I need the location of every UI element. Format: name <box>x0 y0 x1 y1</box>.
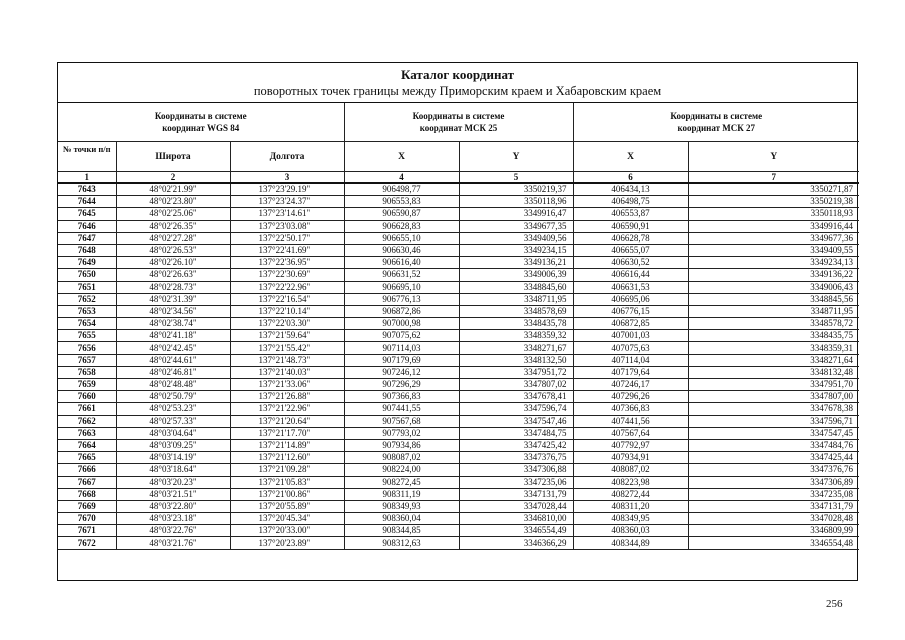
column-number: 4 <box>344 172 459 184</box>
cell-x-msk25: 907934,86 <box>344 439 459 451</box>
cell-x-msk27: 408272,44 <box>573 488 688 500</box>
cell-point-number: 7658 <box>58 366 116 378</box>
cell-latitude: 48°03'22.80" <box>116 500 230 512</box>
table-row <box>58 391 859 403</box>
cell-x-msk27: 407001,03 <box>573 330 688 342</box>
cell-x-msk25: 906616,40 <box>344 257 459 269</box>
cell-point-number: 7650 <box>58 269 116 281</box>
table-row <box>58 183 859 196</box>
cell-y-msk27: 3350219,38 <box>688 196 859 208</box>
cell-x-msk27: 406628,78 <box>573 232 688 244</box>
cell-longitude: 137°22'03.30" <box>230 318 344 330</box>
cell-point-number: 7654 <box>58 318 116 330</box>
table-row <box>58 354 859 366</box>
cell-x-msk25: 908224,00 <box>344 464 459 476</box>
cell-y-msk27: 3349677,36 <box>688 232 859 244</box>
cell-y-msk25: 3350219,37 <box>459 183 573 196</box>
cell-x-msk27: 407934,91 <box>573 452 688 464</box>
cell-longitude: 137°21'00.86" <box>230 488 344 500</box>
cell-y-msk25: 3348845,60 <box>459 281 573 293</box>
cell-point-number: 7666 <box>58 464 116 476</box>
cell-x-msk25: 907296,29 <box>344 379 459 391</box>
table-row <box>58 342 859 354</box>
table-row <box>58 330 859 342</box>
cell-longitude: 137°20'23.89" <box>230 537 344 549</box>
cell-y-msk25: 3349006,39 <box>459 269 573 281</box>
cell-x-msk27: 408360,03 <box>573 525 688 537</box>
cell-x-msk25: 906872,86 <box>344 305 459 317</box>
cell-y-msk25: 3349677,35 <box>459 220 573 232</box>
cell-latitude: 48°03'21.51" <box>116 488 230 500</box>
cell-y-msk27: 3349916,44 <box>688 220 859 232</box>
cell-x-msk27: 407792,97 <box>573 439 688 451</box>
cell-x-msk27: 406616,44 <box>573 269 688 281</box>
cell-longitude: 137°22'41.69" <box>230 244 344 256</box>
cell-point-number: 7647 <box>58 232 116 244</box>
cell-x-msk25: 906776,13 <box>344 293 459 305</box>
cell-longitude: 137°20'55.89" <box>230 500 344 512</box>
cell-x-msk25: 907000,98 <box>344 318 459 330</box>
cell-y-msk25: 3349234,15 <box>459 244 573 256</box>
cell-latitude: 48°02'26.35" <box>116 220 230 232</box>
header-longitude: Долгота <box>230 142 344 172</box>
cell-y-msk25: 3349136,21 <box>459 257 573 269</box>
cell-x-msk27: 407296,26 <box>573 391 688 403</box>
cell-longitude: 137°22'30.69" <box>230 269 344 281</box>
cell-y-msk27: 3348132,48 <box>688 366 859 378</box>
table-row <box>58 415 859 427</box>
cell-point-number: 7667 <box>58 476 116 488</box>
cell-y-msk25: 3348711,95 <box>459 293 573 305</box>
table-row <box>58 427 859 439</box>
title-block <box>58 63 857 103</box>
cell-x-msk25: 907567,68 <box>344 415 459 427</box>
cell-y-msk27: 3348578,72 <box>688 318 859 330</box>
cell-point-number: 7670 <box>58 513 116 525</box>
cell-latitude: 48°02'26.63" <box>116 269 230 281</box>
cell-x-msk25: 907114,03 <box>344 342 459 354</box>
cell-point-number: 7664 <box>58 439 116 451</box>
table-row <box>58 452 859 464</box>
cell-x-msk27: 407246,17 <box>573 379 688 391</box>
cell-longitude: 137°22'22.96" <box>230 281 344 293</box>
cell-x-msk27: 406434,13 <box>573 183 688 196</box>
cell-latitude: 48°02'57.33" <box>116 415 230 427</box>
cell-y-msk27: 3349234,13 <box>688 257 859 269</box>
cell-y-msk25: 3348435,78 <box>459 318 573 330</box>
cell-x-msk27: 406776,15 <box>573 305 688 317</box>
cell-x-msk25: 906655,10 <box>344 232 459 244</box>
table-row <box>58 257 859 269</box>
cell-point-number: 7646 <box>58 220 116 232</box>
table-row <box>58 208 859 220</box>
cell-y-msk25: 3348132,50 <box>459 354 573 366</box>
cell-y-msk27: 3349409,55 <box>688 244 859 256</box>
table-row <box>58 537 859 549</box>
table-row <box>58 196 859 208</box>
cell-x-msk25: 907793,02 <box>344 427 459 439</box>
cell-y-msk25: 3347376,75 <box>459 452 573 464</box>
cell-x-msk27: 408344,89 <box>573 537 688 549</box>
table-row <box>58 366 859 378</box>
document-subtitle: поворотных точек границы между Приморским краем и Хабаровским краем <box>253 84 662 98</box>
cell-y-msk27: 3347547,45 <box>688 427 859 439</box>
cell-x-msk25: 907246,12 <box>344 366 459 378</box>
cell-latitude: 48°02'21.99" <box>116 183 230 196</box>
cell-latitude: 48°02'38.74" <box>116 318 230 330</box>
cell-point-number: 7662 <box>58 415 116 427</box>
cell-point-number: 7657 <box>58 354 116 366</box>
cell-y-msk25: 3347425,42 <box>459 439 573 451</box>
cell-longitude: 137°21'48.73" <box>230 354 344 366</box>
cell-latitude: 48°02'26.53" <box>116 244 230 256</box>
cell-point-number: 7645 <box>58 208 116 220</box>
cell-longitude: 137°21'20.64" <box>230 415 344 427</box>
cell-latitude: 48°02'27.28" <box>116 232 230 244</box>
table-row <box>58 293 859 305</box>
cell-x-msk25: 906590,87 <box>344 208 459 220</box>
cell-latitude: 48°03'21.76" <box>116 537 230 549</box>
cell-y-msk25: 3347807,02 <box>459 379 573 391</box>
table-row <box>58 244 859 256</box>
cell-x-msk25: 908272,45 <box>344 476 459 488</box>
cell-latitude: 48°02'42.45" <box>116 342 230 354</box>
cell-longitude: 137°20'33.00" <box>230 525 344 537</box>
coordinates-table <box>58 103 859 550</box>
column-number: 6 <box>573 172 688 184</box>
cell-point-number: 7651 <box>58 281 116 293</box>
cell-latitude: 48°03'18.64" <box>116 464 230 476</box>
cell-point-number: 7672 <box>58 537 116 549</box>
cell-point-number: 7652 <box>58 293 116 305</box>
cell-y-msk27: 3347951,70 <box>688 379 859 391</box>
cell-y-msk27: 3347028,48 <box>688 513 859 525</box>
cell-y-msk27: 3347678,38 <box>688 403 859 415</box>
cell-y-msk27: 3348845,56 <box>688 293 859 305</box>
table-row <box>58 488 859 500</box>
cell-x-msk25: 908360,04 <box>344 513 459 525</box>
table-row <box>58 464 859 476</box>
header-y-msk27: Y <box>688 142 859 172</box>
cell-longitude: 137°22'16.54" <box>230 293 344 305</box>
cell-longitude: 137°21'14.89" <box>230 439 344 451</box>
cell-longitude: 137°21'22.96" <box>230 403 344 415</box>
cell-y-msk27: 3348271,64 <box>688 354 859 366</box>
cell-latitude: 48°02'44.61" <box>116 354 230 366</box>
cell-x-msk27: 406630,52 <box>573 257 688 269</box>
cell-y-msk27: 3349006,43 <box>688 281 859 293</box>
cell-y-msk25: 3347951,72 <box>459 366 573 378</box>
table-row <box>58 281 859 293</box>
column-header-row <box>58 142 859 172</box>
cell-x-msk27: 408087,02 <box>573 464 688 476</box>
header-y-msk25: Y <box>459 142 573 172</box>
table-row <box>58 305 859 317</box>
cell-y-msk25: 3347678,41 <box>459 391 573 403</box>
cell-y-msk25: 3346554,49 <box>459 525 573 537</box>
cell-latitude: 48°02'50.79" <box>116 391 230 403</box>
cell-y-msk27: 3348711,95 <box>688 305 859 317</box>
cell-point-number: 7661 <box>58 403 116 415</box>
cell-x-msk27: 407366,83 <box>573 403 688 415</box>
column-number-row <box>58 172 859 184</box>
cell-y-msk25: 3349916,47 <box>459 208 573 220</box>
cell-y-msk25: 3349409,56 <box>459 232 573 244</box>
cell-latitude: 48°02'34.56" <box>116 305 230 317</box>
cell-longitude: 137°21'17.70" <box>230 427 344 439</box>
cell-latitude: 48°02'41.18" <box>116 330 230 342</box>
group-header-msk27: Координаты в системе координат МСК 27 <box>573 103 859 142</box>
cell-y-msk25: 3347547,46 <box>459 415 573 427</box>
cell-x-msk27: 407441,56 <box>573 415 688 427</box>
cell-y-msk25: 3347131,79 <box>459 488 573 500</box>
cell-longitude: 137°23'29.19" <box>230 183 344 196</box>
cell-x-msk27: 408311,20 <box>573 500 688 512</box>
cell-x-msk25: 908087,02 <box>344 452 459 464</box>
cell-x-msk25: 906695,10 <box>344 281 459 293</box>
cell-y-msk27: 3347131,79 <box>688 500 859 512</box>
cell-y-msk25: 3347596,74 <box>459 403 573 415</box>
cell-x-msk27: 406498,75 <box>573 196 688 208</box>
cell-point-number: 7648 <box>58 244 116 256</box>
cell-point-number: 7656 <box>58 342 116 354</box>
coordinates-table-body <box>58 183 859 549</box>
cell-point-number: 7659 <box>58 379 116 391</box>
group-header-row <box>58 103 859 142</box>
header-point-number: № точки п/п <box>58 142 116 172</box>
cell-point-number: 7643 <box>58 183 116 196</box>
cell-latitude: 48°02'25.06" <box>116 208 230 220</box>
cell-y-msk27: 3347425,44 <box>688 452 859 464</box>
header-x-msk27: X <box>573 142 688 172</box>
table-row <box>58 232 859 244</box>
cell-y-msk27: 3346809,99 <box>688 525 859 537</box>
cell-y-msk27: 3348359,31 <box>688 342 859 354</box>
cell-latitude: 48°02'26.10" <box>116 257 230 269</box>
cell-y-msk25: 3350118,96 <box>459 196 573 208</box>
cell-longitude: 137°21'05.83" <box>230 476 344 488</box>
cell-x-msk25: 906553,83 <box>344 196 459 208</box>
cell-point-number: 7668 <box>58 488 116 500</box>
cell-x-msk27: 407075,63 <box>573 342 688 354</box>
cell-x-msk27: 406695,06 <box>573 293 688 305</box>
cell-longitude: 137°21'26.88" <box>230 391 344 403</box>
cell-y-msk27: 3347484,76 <box>688 439 859 451</box>
page-number: 256 <box>826 598 843 610</box>
cell-x-msk27: 406590,91 <box>573 220 688 232</box>
cell-x-msk25: 906628,83 <box>344 220 459 232</box>
cell-x-msk27: 407179,64 <box>573 366 688 378</box>
cell-longitude: 137°21'40.03" <box>230 366 344 378</box>
cell-latitude: 48°02'46.81" <box>116 366 230 378</box>
cell-longitude: 137°20'45.34" <box>230 513 344 525</box>
cell-point-number: 7644 <box>58 196 116 208</box>
column-number: 5 <box>459 172 573 184</box>
cell-longitude: 137°23'14.61" <box>230 208 344 220</box>
cell-y-msk27: 3349136,22 <box>688 269 859 281</box>
group-header-msk25: Координаты в системе координат МСК 25 <box>344 103 573 142</box>
table-row <box>58 476 859 488</box>
cell-latitude: 48°02'48.48" <box>116 379 230 391</box>
header-x-msk25: X <box>344 142 459 172</box>
cell-latitude: 48°02'23.80" <box>116 196 230 208</box>
cell-longitude: 137°23'24.37" <box>230 196 344 208</box>
cell-y-msk25: 3348359,32 <box>459 330 573 342</box>
cell-latitude: 48°03'14.19" <box>116 452 230 464</box>
column-number: 3 <box>230 172 344 184</box>
cell-longitude: 137°22'36.95" <box>230 257 344 269</box>
cell-y-msk25: 3348578,69 <box>459 305 573 317</box>
cell-y-msk25: 3347028,44 <box>459 500 573 512</box>
cell-latitude: 48°03'09.25" <box>116 439 230 451</box>
table-row <box>58 318 859 330</box>
cell-y-msk27: 3347306,89 <box>688 476 859 488</box>
cell-latitude: 48°02'31.39" <box>116 293 230 305</box>
cell-y-msk27: 3346554,48 <box>688 537 859 549</box>
cell-x-msk27: 406655,07 <box>573 244 688 256</box>
table-row <box>58 403 859 415</box>
cell-y-msk25: 3346810,00 <box>459 513 573 525</box>
cell-x-msk25: 907075,62 <box>344 330 459 342</box>
cell-latitude: 48°03'23.18" <box>116 513 230 525</box>
table-row <box>58 525 859 537</box>
cell-y-msk27: 3350271,87 <box>688 183 859 196</box>
cell-latitude: 48°02'53.23" <box>116 403 230 415</box>
cell-x-msk27: 407567,64 <box>573 427 688 439</box>
cell-y-msk25: 3346366,29 <box>459 537 573 549</box>
table-row <box>58 513 859 525</box>
cell-point-number: 7671 <box>58 525 116 537</box>
cell-x-msk25: 906631,52 <box>344 269 459 281</box>
cell-y-msk25: 3347484,75 <box>459 427 573 439</box>
cell-longitude: 137°21'09.28" <box>230 464 344 476</box>
table-row <box>58 220 859 232</box>
table-row <box>58 439 859 451</box>
cell-longitude: 137°22'50.17" <box>230 232 344 244</box>
cell-x-msk25: 908312,63 <box>344 537 459 549</box>
cell-x-msk25: 906630,46 <box>344 244 459 256</box>
cell-longitude: 137°21'33.06" <box>230 379 344 391</box>
cell-y-msk27: 3347596,71 <box>688 415 859 427</box>
cell-point-number: 7655 <box>58 330 116 342</box>
cell-point-number: 7653 <box>58 305 116 317</box>
cell-y-msk27: 3347235,08 <box>688 488 859 500</box>
cell-x-msk27: 406631,53 <box>573 281 688 293</box>
cell-y-msk27: 3350118,93 <box>688 208 859 220</box>
document-title: Каталог координат <box>400 67 514 82</box>
cell-x-msk25: 906498,77 <box>344 183 459 196</box>
cell-latitude: 48°02'28.73" <box>116 281 230 293</box>
cell-point-number: 7663 <box>58 427 116 439</box>
cell-y-msk25: 3348271,67 <box>459 342 573 354</box>
cell-point-number: 7669 <box>58 500 116 512</box>
group-header-wgs84: Координаты в системе координат WGS 84 <box>58 103 344 142</box>
cell-longitude: 137°21'55.42" <box>230 342 344 354</box>
cell-point-number: 7649 <box>58 257 116 269</box>
cell-x-msk25: 908311,19 <box>344 488 459 500</box>
cell-x-msk25: 908349,93 <box>344 500 459 512</box>
cell-x-msk25: 908344,85 <box>344 525 459 537</box>
cell-longitude: 137°22'10.14" <box>230 305 344 317</box>
cell-x-msk27: 407114,04 <box>573 354 688 366</box>
table-row <box>58 379 859 391</box>
header-latitude: Широта <box>116 142 230 172</box>
cell-longitude: 137°21'59.64" <box>230 330 344 342</box>
cell-y-msk27: 3348435,75 <box>688 330 859 342</box>
cell-x-msk25: 907366,83 <box>344 391 459 403</box>
cell-latitude: 48°03'20.23" <box>116 476 230 488</box>
cell-y-msk25: 3347306,88 <box>459 464 573 476</box>
table-row <box>58 500 859 512</box>
cell-point-number: 7660 <box>58 391 116 403</box>
cell-point-number: 7665 <box>58 452 116 464</box>
cell-longitude: 137°21'12.60" <box>230 452 344 464</box>
column-number: 1 <box>58 172 116 184</box>
cell-x-msk27: 408223,98 <box>573 476 688 488</box>
column-number: 7 <box>688 172 859 184</box>
cell-latitude: 48°03'22.76" <box>116 525 230 537</box>
cell-x-msk25: 907441,55 <box>344 403 459 415</box>
table-row <box>58 269 859 281</box>
cell-x-msk27: 408349,95 <box>573 513 688 525</box>
cell-longitude: 137°23'03.08" <box>230 220 344 232</box>
cell-y-msk25: 3347235,06 <box>459 476 573 488</box>
column-number: 2 <box>116 172 230 184</box>
coordinate-catalog-document <box>57 62 858 581</box>
cell-y-msk27: 3347807,00 <box>688 391 859 403</box>
cell-x-msk25: 907179,69 <box>344 354 459 366</box>
cell-y-msk27: 3347376,76 <box>688 464 859 476</box>
cell-x-msk27: 406553,87 <box>573 208 688 220</box>
cell-x-msk27: 406872,85 <box>573 318 688 330</box>
cell-latitude: 48°03'04.64" <box>116 427 230 439</box>
